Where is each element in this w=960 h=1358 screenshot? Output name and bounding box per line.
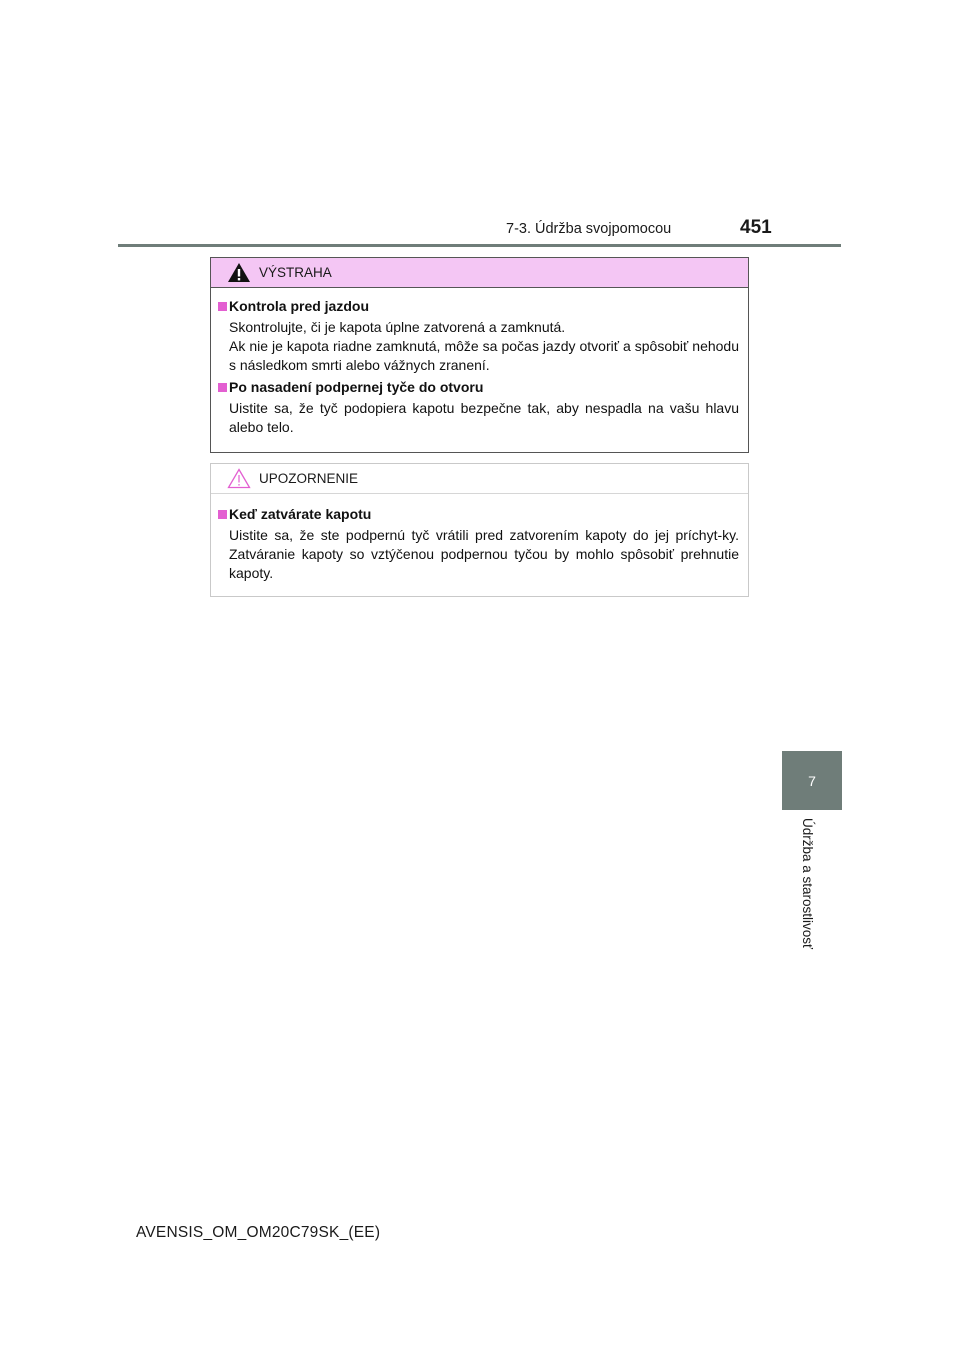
- warning-item-paragraph: Skontrolujte, či je kapota úplne zatvorená a zamknutá.: [229, 319, 566, 335]
- warning-item-text: [218, 399, 739, 437]
- warning-item-title: Po nasadení podpernej tyče do otvoru: [218, 378, 739, 397]
- warning-box: [210, 257, 749, 453]
- warning-triangle-filled-icon: [227, 262, 251, 283]
- caution-item-text: [218, 526, 739, 583]
- header-rule: [118, 244, 841, 247]
- warning-item-text: [218, 318, 739, 375]
- warning-triangle-outline-icon: [227, 468, 251, 489]
- caution-box-header: [211, 464, 748, 494]
- caution-box: [210, 463, 749, 597]
- chapter-number: 7: [808, 772, 816, 789]
- caution-item-paragraph: Uistite sa, že ste podpernú tyč vrátili pred zatvorením kapoty do jej príchyt-ky. Zatváranie kapoty so vztýčenou podpernou tyčou by mohlo spôsobiť prehnutie kapoty.: [229, 527, 739, 581]
- page-number: 451: [740, 217, 772, 238]
- warning-heading: VÝSTRAHA: [259, 265, 332, 280]
- warning-item-paragraph: Ak nie je kapota riadne zamknutá, môže sa počas jazdy otvoriť a spôsobiť nehodu s následkom smrti alebo vážnych zranení.: [229, 338, 739, 373]
- chapter-tab: [782, 751, 842, 810]
- warning-box-body: [211, 288, 748, 437]
- caution-item-title: Keď zatvárate kapotu: [218, 505, 739, 524]
- warning-item-paragraph: Uistite sa, že tyč podopiera kapotu bezpečne tak, aby nespadla na vašu hlavu alebo telo.: [229, 400, 739, 435]
- footer-document-code: AVENSIS_OM_OM20C79SK_(EE): [136, 1224, 381, 1241]
- warning-item-title: Kontrola pred jazdou: [218, 297, 739, 316]
- caution-box-body: [211, 494, 748, 583]
- caution-heading: UPOZORNENIE: [259, 471, 359, 486]
- warning-box-header: [211, 258, 748, 288]
- header-section-title: 7-3. Údržba svojpomocou: [506, 221, 672, 237]
- chapter-title: Údržba a starostlivosť: [800, 818, 815, 950]
